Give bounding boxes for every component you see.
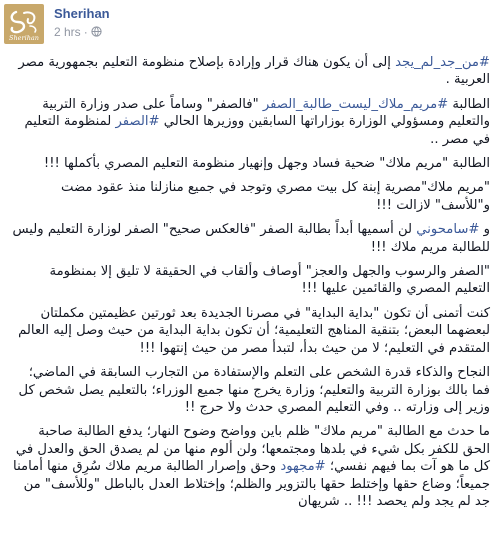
post-body: [12, 54, 490, 517]
hashtag-link[interactable]: #مريم_ملاك_ليست_طالبة_الصفر: [262, 96, 449, 112]
paragraph-6: "الصفر والرسوب والجهل والعجز" أوصاف وألقاب في الحقيقة لا تليق إلا بمنظومة التعليم المصري والقائمين عليها !!!: [49, 264, 490, 297]
hashtag-link[interactable]: #الصفر: [115, 114, 160, 130]
post-meta: [54, 25, 102, 39]
paragraph-text: إلى أن يكون هناك قرار وإرادة بإصلاح منظومة التعليم بجمهورية مصر العربية .: [18, 55, 490, 88]
hashtag-link[interactable]: #مجهود: [280, 459, 326, 475]
paragraph-9: [12, 423, 490, 510]
paragraph-text: الطالبة: [448, 96, 490, 112]
author-name[interactable]: Sherihan: [54, 6, 110, 21]
paragraph-text: لمنظومة التعليم في مصر ..: [24, 114, 490, 147]
hashtag-link[interactable]: #سامحوني: [416, 222, 480, 238]
globe-icon[interactable]: [91, 26, 102, 37]
paragraph-2: [12, 96, 490, 148]
post-timestamp[interactable]: 2 hrs: [54, 25, 81, 39]
paragraph-text: "فالصفر" وساماً على صدر وزارة التربية والتعليم ومسؤولي الوزارة بوزاراتها السابقين ووزيرها الحالي: [42, 96, 490, 130]
paragraph-5: [12, 221, 490, 256]
paragraph-text: لن أسميها أبداً بطالبة الصفر "فالعكس صحيح" الصفر لوزارة التعليم وليس للطالبة مريم ملاك !!!: [12, 222, 490, 255]
hashtag-link[interactable]: #من_جد_لم_يجد: [395, 55, 490, 70]
post-header: [4, 4, 494, 44]
paragraph-7: كنت أتمنى أن تكون "بداية البداية" في مصرنا الجديدة بعد ثورتين عظيمتين مكملتان لبعضهما البعض؛ بتنقية المناهج التعليمية؛ أن تكون بداية البداية من حيث وصل إليه العالم المتقدم في التعليم؛ لا من حيث بدأ، لتبدأ مصر من حيث إنتهوا !!!: [18, 305, 490, 356]
avatar-logo-text: Sherihan: [9, 34, 39, 42]
paragraph-1: [12, 54, 490, 89]
paragraph-4: "مريم ملاك"مصرية إبنة كل بيت مصري وتوجد في جميع منازلنا منذ عقود مضت و"للأسف" لازالت !!!: [61, 180, 490, 213]
paragraph-3: الطالبة "مريم ملاك" ضحية فساد وجهل وإنهيار منظومة التعليم المصري بأكملها !!!: [43, 156, 490, 172]
paragraph-text: ما حدث مع الطالبة "مريم ملاك" ظلم باين وواضح وضوح النهار؛ يدفع الطالبة صاحبة الحق للكفر بكل شيء في بلدها ومجتمعها؛ ولن ألوم منها من لم يصدق الحق والعدل في كل ما هو آت بما فيهم نفسي؛: [15, 424, 490, 475]
paragraph-text: وحق وإصرار الطالبة مريم ملاك سُرِق منها أمامنا جميعاً؛ وضاع حقها وإختلط حقها بالتزوير والظلم؛ وإختلاط العدل بالباطل "وللأسف" من جد لم يجد ولم يحصد !!! .. شريهان: [13, 459, 490, 509]
avatar[interactable]: [4, 4, 44, 44]
sherihan-logo-icon: [4, 4, 44, 44]
meta-separator: ·: [83, 25, 88, 39]
paragraph-8: النجاح والذكاء قدرة الشخص على التعلم والإستفادة من التجارب السابقة في الماضي؛ فما بالك بوزارة التربية والتعليم؛ وزارة يخرج منها جميع الوزراء؛ بالتعليم يصل شخص كل وزير إلى وزارته .. وفي التعليم المصري حدث ولا حرج !!: [18, 365, 490, 415]
paragraph-text: و: [479, 222, 490, 238]
